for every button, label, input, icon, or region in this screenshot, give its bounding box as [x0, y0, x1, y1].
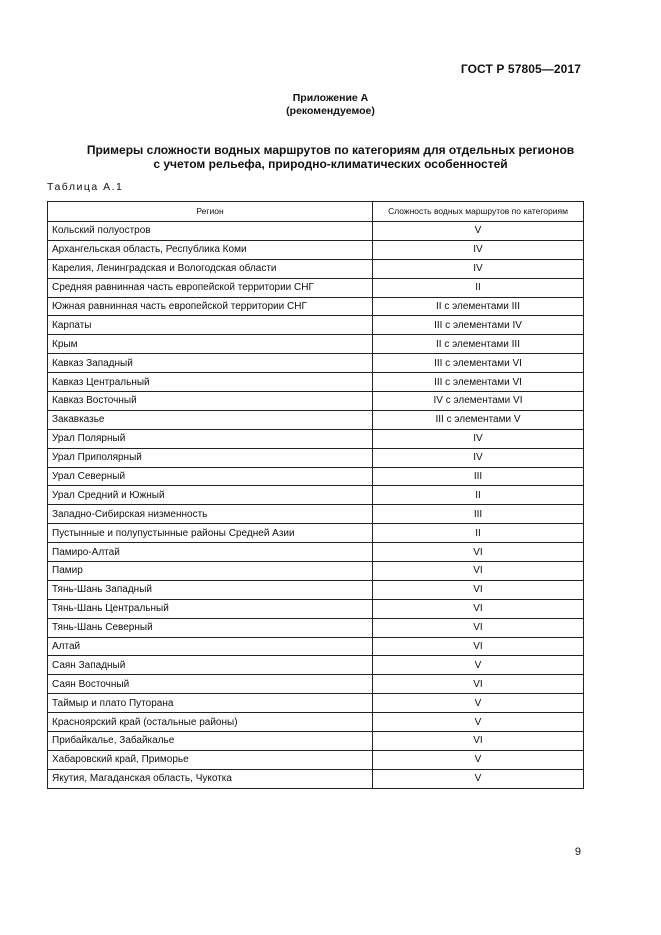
annex-subtitle: (рекомендуемое): [286, 105, 375, 117]
region-difficulty-table: [47, 201, 584, 789]
table-label: Таблица А.1: [47, 181, 124, 193]
table-row: [48, 240, 584, 259]
category-cell: II с элементами III: [373, 297, 584, 316]
category-cell: IV: [373, 429, 584, 448]
category-cell: IV: [373, 259, 584, 278]
table-row: [48, 316, 584, 335]
table-row: [48, 543, 584, 562]
category-cell: II: [373, 278, 584, 297]
region-cell: Урал Северный: [48, 467, 373, 486]
region-cell: Памир: [48, 562, 373, 581]
page-title-line-1: Примеры сложности водных маршрутов по категориям для отдельных регионов: [86, 143, 575, 157]
region-cell: Тянь-Шань Западный: [48, 580, 373, 599]
region-cell: Урал Средний и Южный: [48, 486, 373, 505]
table-row: [48, 373, 584, 392]
table-row: [48, 505, 584, 524]
region-cell: Пустынные и полупустынные районы Средней Азии: [48, 524, 373, 543]
table-row: [48, 656, 584, 675]
region-cell: Средняя равнинная часть европейской территории СНГ: [48, 278, 373, 297]
category-cell: III: [373, 505, 584, 524]
table-row: [48, 524, 584, 543]
category-cell: IV с элементами VI: [373, 392, 584, 411]
category-cell: VI: [373, 580, 584, 599]
category-cell: III: [373, 467, 584, 486]
table-row: [48, 637, 584, 656]
region-cell: Карпаты: [48, 316, 373, 335]
region-cell: Якутия, Магаданская область, Чукотка: [48, 769, 373, 788]
table-row: [48, 750, 584, 769]
table-row: [48, 694, 584, 713]
table-row: [48, 410, 584, 429]
table-row: [48, 769, 584, 788]
category-cell: V: [373, 222, 584, 241]
table-row: [48, 392, 584, 411]
category-cell: III с элементами VI: [373, 373, 584, 392]
page-number: 9: [574, 846, 581, 858]
table-row: [48, 732, 584, 751]
table-row: [48, 335, 584, 354]
category-cell: III с элементами V: [373, 410, 584, 429]
region-cell: Кавказ Западный: [48, 354, 373, 373]
category-cell: V: [373, 769, 584, 788]
table-body: [48, 222, 584, 789]
region-cell: Кольский полуостров: [48, 222, 373, 241]
page-title-line-2: с учетом рельефа, природно-климатических особенностей: [153, 157, 508, 171]
table-row: [48, 675, 584, 694]
category-cell: VI: [373, 599, 584, 618]
table-row: [48, 259, 584, 278]
region-cell: Урал Полярный: [48, 429, 373, 448]
category-cell: VI: [373, 618, 584, 637]
table-row: [48, 278, 584, 297]
page-title: [0, 143, 661, 171]
region-cell: Тянь-Шань Северный: [48, 618, 373, 637]
category-cell: III с элементами IV: [373, 316, 584, 335]
category-cell: VI: [373, 543, 584, 562]
region-cell: Хабаровский край, Приморье: [48, 750, 373, 769]
table-row: [48, 448, 584, 467]
region-cell: Западно-Сибирская низменность: [48, 505, 373, 524]
category-cell: IV: [373, 240, 584, 259]
region-cell: Урал Приполярный: [48, 448, 373, 467]
region-cell: Памиро-Алтай: [48, 543, 373, 562]
region-cell: Саян Восточный: [48, 675, 373, 694]
category-cell: IV: [373, 448, 584, 467]
table-row: [48, 467, 584, 486]
annex-title: Приложение А: [292, 92, 369, 104]
region-cell: Саян Западный: [48, 656, 373, 675]
category-cell: V: [373, 656, 584, 675]
region-cell: Кавказ Восточный: [48, 392, 373, 411]
region-cell: Таймыр и плато Путорана: [48, 694, 373, 713]
category-cell: V: [373, 750, 584, 769]
column-header-category: Сложность водных маршрутов по категориям: [373, 202, 584, 222]
table-row: [48, 713, 584, 732]
category-cell: VI: [373, 675, 584, 694]
category-cell: V: [373, 713, 584, 732]
region-cell: Архангельская область, Республика Коми: [48, 240, 373, 259]
region-cell: Прибайкалье, Забайкалье: [48, 732, 373, 751]
category-cell: III с элементами VI: [373, 354, 584, 373]
table-row: [48, 429, 584, 448]
region-cell: Красноярский край (остальные районы): [48, 713, 373, 732]
category-cell: VI: [373, 562, 584, 581]
table-row: [48, 297, 584, 316]
region-cell: Крым: [48, 335, 373, 354]
table-row: [48, 562, 584, 581]
region-cell: Алтай: [48, 637, 373, 656]
column-header-region: Регион: [48, 202, 373, 222]
region-cell: Тянь-Шань Центральный: [48, 599, 373, 618]
table-row: [48, 222, 584, 241]
table-row: [48, 486, 584, 505]
category-cell: II: [373, 524, 584, 543]
standard-code: ГОСТ Р 57805—2017: [460, 62, 581, 76]
region-cell: Кавказ Центральный: [48, 373, 373, 392]
region-cell: Закавказье: [48, 410, 373, 429]
category-cell: VI: [373, 637, 584, 656]
table-header-row: [48, 202, 584, 222]
table-row: [48, 354, 584, 373]
region-cell: Южная равнинная часть европейской территории СНГ: [48, 297, 373, 316]
table-row: [48, 618, 584, 637]
table-row: [48, 599, 584, 618]
table-row: [48, 580, 584, 599]
category-cell: II с элементами III: [373, 335, 584, 354]
region-cell: Карелия, Ленинградская и Вологодская области: [48, 259, 373, 278]
category-cell: V: [373, 694, 584, 713]
category-cell: VI: [373, 732, 584, 751]
annex-heading: [0, 92, 661, 118]
category-cell: II: [373, 486, 584, 505]
